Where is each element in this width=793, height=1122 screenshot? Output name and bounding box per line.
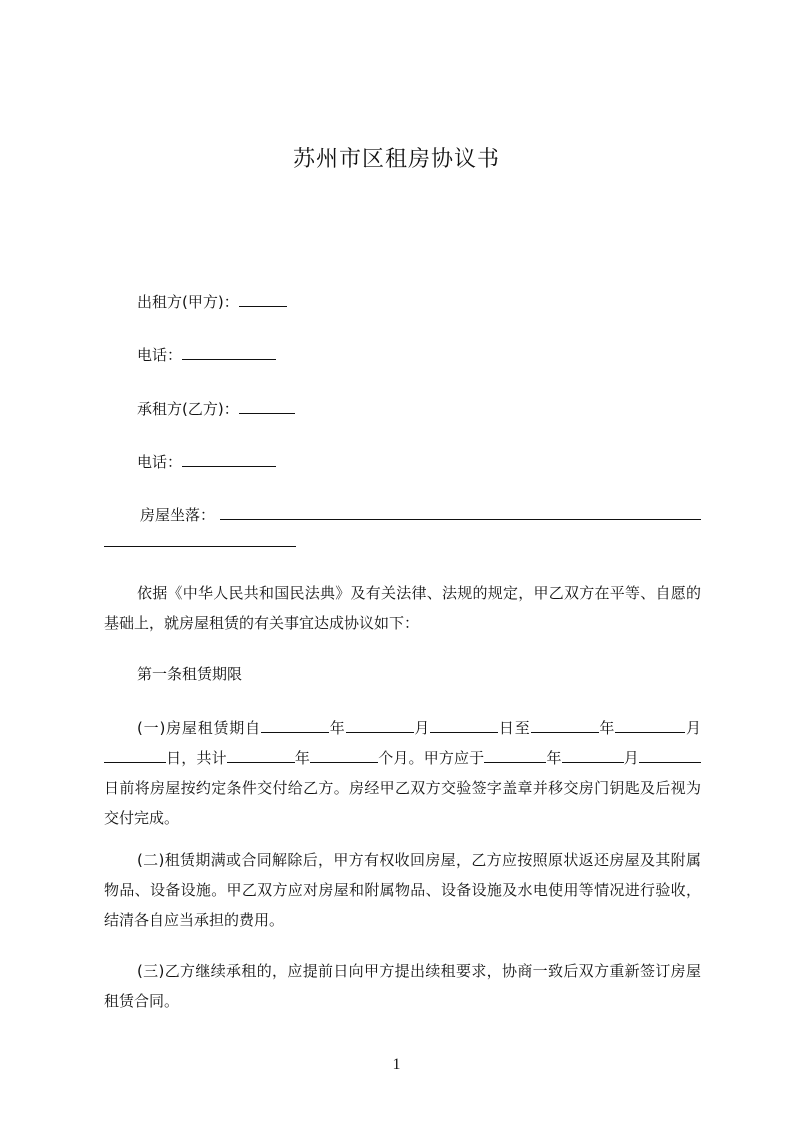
clause1-text-5: 年 — [598, 719, 616, 737]
article1-heading: 第一条租赁期限 — [137, 665, 243, 683]
start-month-blank[interactable] — [346, 717, 414, 733]
document-title: 苏州市区租房协议书 — [292, 147, 500, 172]
location-blank-line-2[interactable] — [104, 546, 296, 547]
page-number: 1 — [392, 1056, 401, 1073]
lessee-phone-blank[interactable] — [182, 452, 276, 467]
lessee-label: 承租方(乙方)： — [137, 400, 239, 418]
lessor-label: 出租方(甲方)： — [137, 293, 239, 311]
clause1-text-1: (一)房屋租赁期自 — [137, 719, 261, 737]
clause1-text-3: 月 — [413, 719, 431, 737]
lessor-blank[interactable] — [239, 292, 287, 307]
lessor-field — [137, 292, 287, 312]
clause2-paragraph: (二)租赁期满或合同解除后，甲方有权收回房屋，乙方应按照原状返还房屋及其附属物品、设备设施。甲乙双方应对房屋和附属物品、设备设施及水电使用等情况进行验收，结清各自应当承担的费用。 — [104, 851, 701, 929]
end-year-blank[interactable] — [531, 717, 599, 733]
lessor-phone-field — [137, 345, 276, 365]
delivery-month-blank[interactable] — [562, 747, 624, 763]
lessee-phone-field — [137, 452, 276, 472]
clause1-text-11: 月 — [623, 749, 639, 767]
clause1-text-12: 日前将房屋按约定条件交付给乙方。房经甲乙双方交验签字盖章并移交房门钥匙及后视为交付完成。 — [104, 779, 701, 827]
clause1-text-9: 个月。甲方应于 — [378, 749, 485, 767]
clause3-paragraph: (三)乙方继续承租的，应提前日向甲方提出续租要求，协商一致后双方重新签订房屋租赁合同。 — [104, 962, 701, 1010]
lessee-blank[interactable] — [239, 399, 295, 414]
lessor-phone-label: 电话： — [137, 346, 183, 364]
clause1-text-10: 年 — [546, 749, 562, 767]
clause1-text-2: 年 — [328, 719, 346, 737]
intro-paragraph: 依据《中华人民共和国民法典》及有关法律、法规的规定，甲乙双方在平等、自愿的基础上，就房屋租赁的有关事宜达成协议如下： — [104, 584, 701, 632]
lessee-phone-label: 电话： — [137, 453, 183, 471]
clause1-text-7: 日，共计 — [166, 749, 227, 767]
start-year-blank[interactable] — [261, 717, 329, 733]
lessee-field — [137, 399, 295, 419]
clause1-paragraph — [104, 713, 701, 833]
end-month-blank[interactable] — [615, 717, 685, 733]
term-years-blank[interactable] — [227, 747, 295, 763]
delivery-year-blank[interactable] — [484, 747, 546, 763]
delivery-day-blank[interactable] — [639, 747, 701, 763]
location-label: 房屋坐落： — [140, 506, 216, 524]
location-field — [140, 505, 215, 525]
location-blank-line-1[interactable] — [220, 519, 701, 520]
lessor-phone-blank[interactable] — [182, 345, 276, 360]
clause1-text-6: 月 — [685, 719, 701, 737]
clause1-text-8: 年 — [294, 749, 311, 767]
term-months-blank[interactable] — [310, 747, 378, 763]
clause1-text-4: 日至 — [498, 719, 531, 737]
end-day-blank[interactable] — [104, 747, 166, 763]
start-day-blank[interactable] — [430, 717, 498, 733]
